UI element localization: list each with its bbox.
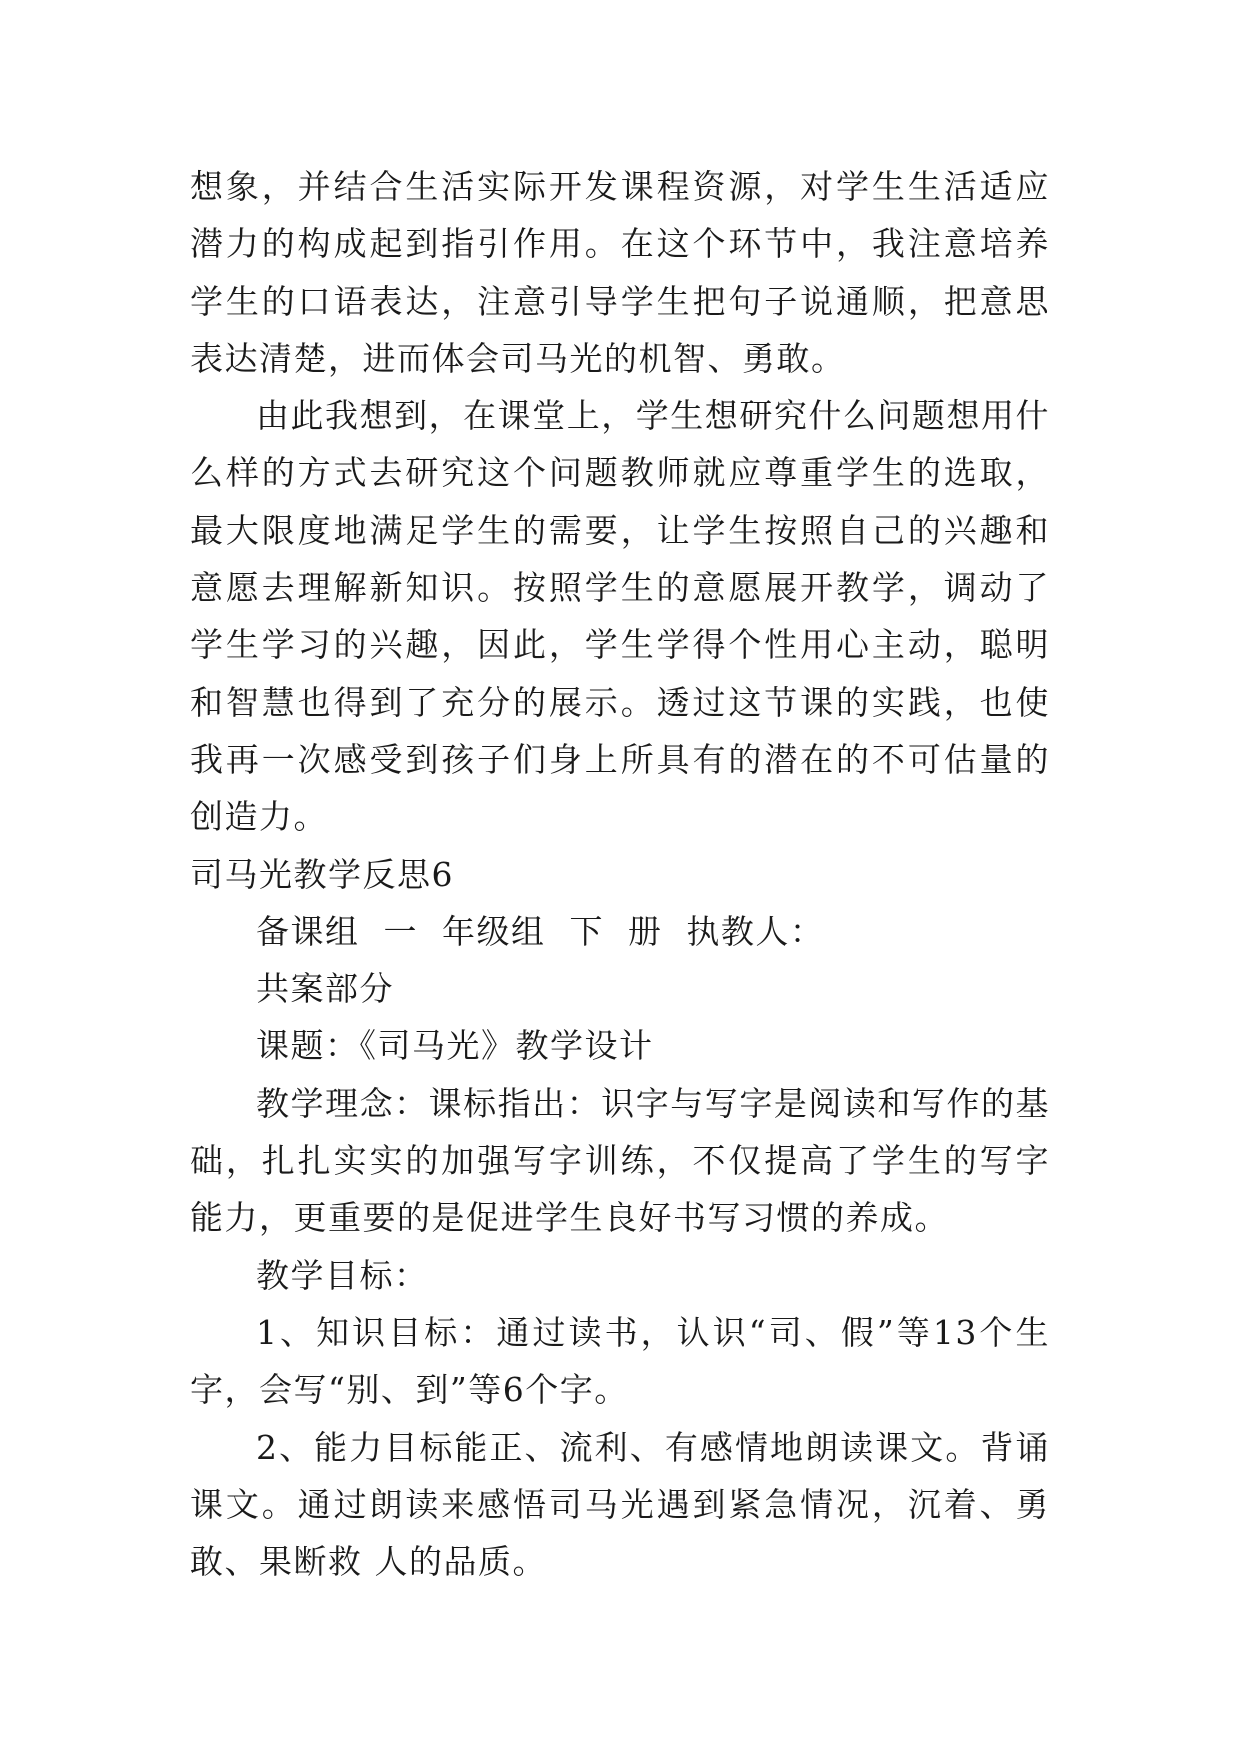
knowledge-goal: 1、知识目标：通过读书，认识“司、假”等13个生字，会写“别、到”等6个字。: [190, 1312, 1050, 1410]
ability-goal: 2、能力目标能正、流利、有感情地朗读课文。背诵课文。通过朗读来感悟司马光遇到紧急情况，沉着、勇敢、果断救 人的品质。: [190, 1427, 1050, 1582]
teaching-philosophy: 教学理念：课标指出：识字与写字是阅读和写作的基础，扎扎实实的加强写字训练，不仅提高了学生的写字能力，更重要的是促进学生良好书写习惯的养成。: [190, 1083, 1050, 1238]
lesson-group-info: 备课组 一 年级组 下 册 执教人：: [256, 911, 825, 951]
document-body: [190, 158, 1050, 1590]
paragraph-continuation: 想象，并结合生活实际开发课程资源，对学生生活适应潜力的构成起到指引作用。在这个环节中，我注意培养学生的口语表达，注意引导学生把句子说通顺，把意思表达清楚，进而体会司马光的机智、勇敢。: [190, 167, 1050, 378]
shared-plan-label: 共案部分: [256, 969, 394, 1009]
section-heading: 司马光教学反思6: [190, 854, 454, 894]
lesson-title: 课题：《司马光》教学设计: [256, 1026, 654, 1066]
paragraph-reflection: 由此我想到，在课堂上，学生想研究什么问题想用什么样的方式去研究这个问题教师就应尊重学生的选取，最大限度地满足学生的需要，让学生按照自己的兴趣和意愿去理解新知识。按照学生的意愿展开教学，调动了学生学习的兴趣，因此，学生学得个性用心主动，聪明和智慧也得到了充分的展示。透过这节课的实践，也使我再一次感受到孩子们身上所具有的潜在的不可估量的创造力。: [190, 396, 1050, 837]
teaching-goals-label: 教学目标：: [256, 1255, 429, 1295]
